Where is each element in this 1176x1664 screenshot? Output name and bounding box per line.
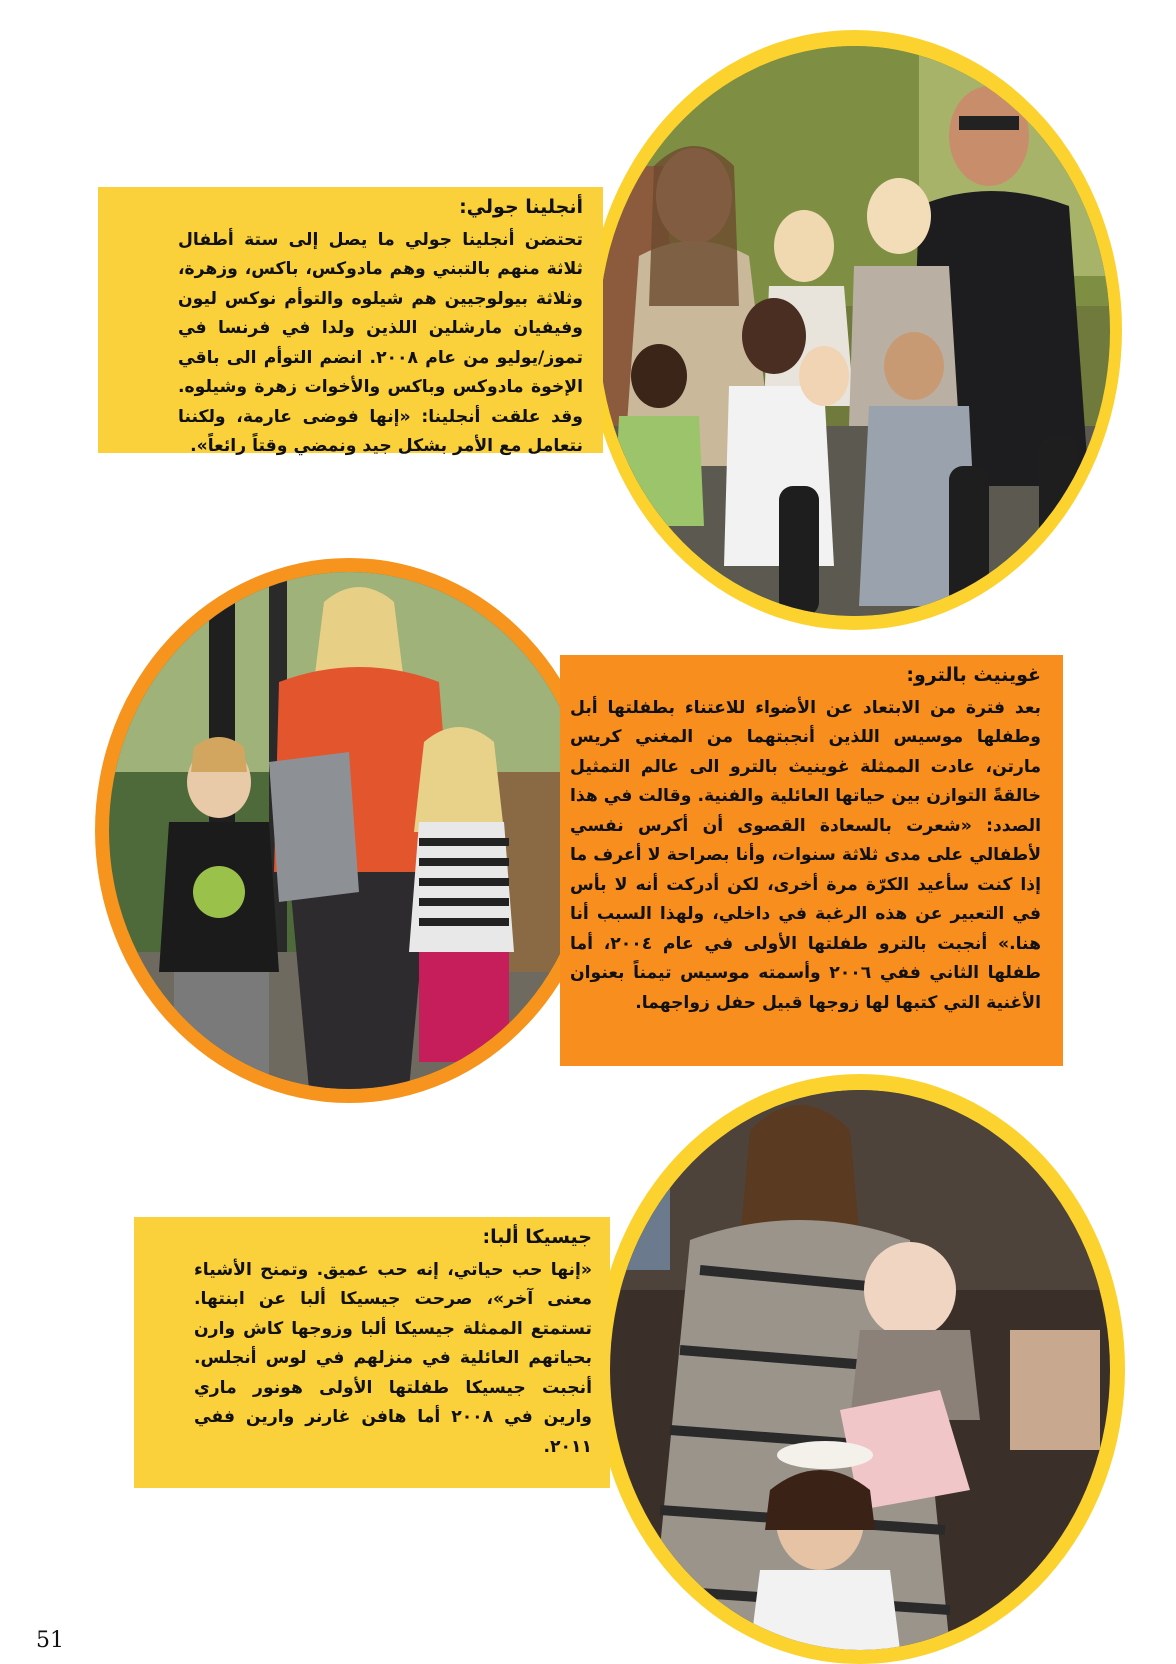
jolie-body: تحتضن أنجلينا جولي ما يصل إلى ستة أطفال ثلاثة منهم بالتبني وهم مادوكس، باكس، وزهرة، وثلاثة بيولوجيين هم شيلوه والتوأم نوكس ليون وفيفيان مارشلين اللذين ولدا في فرنسا في تموز/يوليو من عام ٢٠٠٨. انضم التوأم الى باقي الإخوة مادوكس وباكس والأخوات زهرة وشيلوه. وقد علقت أنجلينا: «إنها فوضى عارمة، ولكننا نتعامل مع الأمر بشكل جيد ونمضي وقتاً رائعاً». (178, 229, 583, 457)
jolie-heading: أنجلينا جولي: (459, 196, 583, 218)
jolie-text-panel (98, 187, 603, 457)
photo-alba-family (610, 1090, 1110, 1650)
alba-body: «إنها حب حياتي، إنه حب عميق. وتمنح الأشياء معنى آخر»، صرحت جيسيكا ألبا عن ابنتها. تستمتع الممثلة جيسيكا ألبا وزوجها كاش وارن بحياتهم العائلية في منزلهم في لوس أنجلس. أنجبت جيسيكا طفلتها الأولى هونور ماري وارين في ٢٠٠٨ أما هافن غارنر وارين ففي ٢٠١١. (194, 1259, 592, 1457)
photo-paltrow-family (109, 572, 589, 1089)
paltrow-body: بعد فترة من الابتعاد عن الأضواء للاعتناء بطفلتها أبل وطفلها موسيس اللذين أنجبتهما من المغني كريس مارتن، عادت الممثلة غوينيث بالترو الى عالم التمثيل خالقةً التوازن بين حياتها العائلية والفنية. وقالت في هذا الصدد: «شعرت بالسعادة القصوى أن أكرس نفسي لأطفالي على مدى ثلاثة سنوات، وأنا بصراحة لا أعرف ما إذا كنت سأعيد الكرّة مرة أخرى، لكن أدركت أنه لا بأس في التعبير عن هذه الرغبة في داخلي، ولهذا السبب أنا هنا.» أنجبت بالترو طفلتها الأولى في عام ٢٠٠٤، أما طفلها الثاني ففي ٢٠٠٦ وأسمته موسيس تيمناً بعنوان الأغنية التي كتبها لها زوجها قبيل حفل زواجهما. (570, 697, 1041, 1013)
photo-jolie-family (599, 46, 1110, 616)
page-number: 51 (36, 1628, 64, 1653)
alba-heading: جيسيكا ألبا: (482, 1226, 592, 1248)
alba-text-panel (134, 1217, 610, 1488)
paltrow-heading: غوينيث بالترو: (906, 664, 1041, 686)
paltrow-text-panel (560, 655, 1063, 1066)
